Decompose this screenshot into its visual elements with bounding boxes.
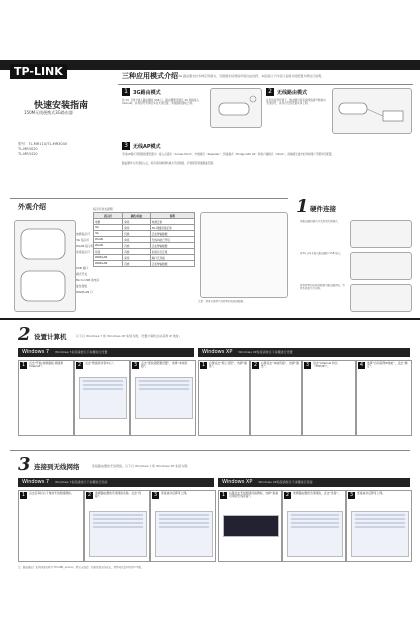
divider [118, 84, 413, 85]
hardware-step: 将3G上网卡插入路由器的 USB 接口。 [300, 252, 343, 255]
step-number: 1 [21, 492, 26, 498]
callout-label: WLAN 指示灯 [76, 244, 94, 248]
callout-label: Micro USB 供电口 [76, 278, 100, 282]
modes-title: 三种应用模式介绍 [122, 72, 178, 80]
winxp-step-1 [198, 360, 250, 436]
winxp-wifi-step-1 [218, 490, 282, 562]
screenshot-thumb [79, 377, 127, 419]
os-label: Windows 7 [22, 479, 50, 485]
step-number: 3 [153, 492, 158, 498]
mode-name-3g: 3G路由模式 [133, 90, 161, 96]
os-sub: Windows XP系统请按以下步骤进行连接 [258, 480, 313, 484]
model-item: TL-MR3420 [18, 152, 38, 156]
guide-title: 快速安装指南 [34, 101, 89, 111]
callout-label: WAN/LAN 口 [76, 290, 93, 294]
table-cell: 无线功能已开启 [150, 237, 194, 243]
mode-number: 1 [122, 88, 130, 96]
table-cell: WAN/LAN [94, 255, 123, 261]
winxp-step-3 [302, 360, 356, 436]
section-number: 2 [18, 324, 31, 345]
mode-switch-panel [200, 212, 288, 298]
appearance-title: 外观介绍 [18, 203, 46, 211]
os-sub: Windows 7系统请按以下步骤进行设置 [55, 350, 108, 354]
screenshot-thumb [351, 511, 409, 557]
win7-step-2 [74, 360, 130, 436]
divider [10, 450, 410, 451]
table-cell: 常亮 [123, 255, 150, 261]
table-cell: 正在传输数据 [150, 243, 194, 249]
screenshot-thumb [155, 511, 213, 557]
step-number: 1 [221, 492, 226, 498]
step-number: 1 [201, 362, 206, 368]
step-number: 2 [87, 492, 92, 498]
hardware-step: 将路由器的模式开关拨至所需模式。 [300, 220, 341, 223]
mode-desc-3g: 将 3G 上网卡插入路由器的 USB 口，路由器即可通过 3G 网络接入 Internet，并将信号共享给多台无线设备，实现随时随地上网。 [122, 99, 200, 106]
table-cell: 3G 网络连接正常 [150, 225, 194, 231]
table-header: 颜色/状态 [123, 213, 150, 219]
router-wired-illustration [332, 88, 412, 134]
appearance-note: 注意：请务必使用产品附带的电源适配器。 [198, 300, 246, 303]
winxp-bar [218, 478, 410, 487]
os-sub: Windows 7系统请按以下步骤进行连接 [55, 480, 108, 484]
screenshot-thumb [135, 377, 193, 419]
model-list [18, 142, 67, 157]
table-cell: 闪烁 [123, 261, 150, 267]
callout-label: 电源指示灯 [76, 232, 90, 236]
step-text: 右键点击无线网络连接图标，选择“查看可用的无线连接”。 [229, 491, 278, 499]
hardware-step: 使用附带的电源适配器为路由器供电，等待系统指示灯闪烁。 [300, 284, 346, 291]
table-cell: 系统 [94, 249, 123, 255]
indicator-table [93, 212, 195, 267]
mode-number: 3 [122, 142, 130, 150]
step-text: 双击“Internet 协议（TCP/IP）”。 [313, 361, 338, 369]
winxp-bar [198, 348, 410, 357]
callout-label: USB 接口 [76, 266, 89, 270]
win7-bar [18, 348, 194, 357]
step-text: 右键点击“本地连接”，选择“属性”。 [261, 361, 299, 369]
os-label: Windows XP [202, 349, 233, 355]
table-cell: 系统运行正常 [150, 249, 194, 255]
win7-step-1 [18, 360, 74, 436]
win7-wifi-step-2 [84, 490, 150, 562]
computer-title: 设置计算机 [34, 333, 67, 341]
step-number: 2 [77, 362, 82, 368]
win7-step-3 [130, 360, 196, 436]
win7-bar [18, 478, 214, 487]
step-text: 选择路由器的无线网络，点击“连接”。 [293, 491, 341, 495]
table-title: 指示灯状态说明 [93, 207, 113, 211]
step-text: 点击“开始-控制面板-网络和Internet”。 [29, 361, 64, 369]
taskbar-thumb [223, 515, 279, 537]
table-header: 指示灯 [94, 213, 123, 219]
model-item: TL-MR3020 [18, 147, 38, 151]
winxp-step-4 [356, 360, 412, 436]
wireless-title: 连接到无线网络 [34, 463, 80, 471]
winxp-wifi-step-3 [346, 490, 412, 562]
divider [10, 198, 288, 199]
table-cell: 端口已连接 [150, 255, 194, 261]
table-cell: 闪烁 [123, 231, 150, 237]
os-label: Windows 7 [22, 349, 50, 355]
table-cell: 闪烁 [123, 243, 150, 249]
step-number: 2 [285, 492, 290, 498]
section-number: 3 [18, 454, 31, 475]
win7-wifi-step-1 [18, 490, 84, 562]
hardware-illustration-3 [350, 284, 412, 312]
table-cell: WLAN [94, 237, 123, 243]
table-cell: WLAN [94, 243, 123, 249]
router-3g-illustration [210, 88, 262, 128]
table-row [94, 261, 195, 267]
step-text: 选择“自动获得IP地址”，点击“确定”。 [367, 361, 408, 369]
table-cell: WAN/LAN [94, 261, 123, 267]
footnote: 注：路由器出厂无线网络名称为 TP-LINK_xxxxxx，默认无加密；如需设置无线安全，请参阅光盘中的用户手册。 [18, 566, 144, 569]
computer-note: 以下以 Windows 7 和 Windows XP 系统为例，设置计算机自动获得 IP 地址。 [76, 334, 182, 338]
step-text: 点击“更改适配器设置”，选择“本地连接”。 [141, 361, 188, 369]
brand-logo: TP-LINK [10, 64, 67, 79]
screenshot-thumb [89, 511, 147, 557]
table-cell: 3G [94, 231, 123, 237]
table-cell: 电源 [94, 219, 123, 225]
mode-desc-wireless-router: 在有线宽带环境下，路由器可将有线网络信号转换为无线信号，供多台无线设备共享上网。 [266, 99, 326, 106]
win7-wifi-step-3 [150, 490, 216, 562]
hardware-illustration-2 [350, 252, 412, 280]
winxp-wifi-step-2 [282, 490, 346, 562]
table-header: 说明 [150, 213, 194, 219]
table-cell: 常亮 [123, 237, 150, 243]
callout-label: 3G 指示灯 [76, 238, 90, 242]
router-front-illustration [14, 220, 76, 312]
table-cell: 电源正常 [150, 219, 194, 225]
os-sub: Windows XP系统请按以下步骤进行设置 [238, 350, 293, 354]
modes-note: 3G 路由器支持多种应用模式，可根据实际网络环境自由选择，本指南以下内容以各模式的配置为例进行说明。 [178, 74, 325, 78]
model-item: 型号：TL-MR11U/TL-MR3040 [18, 142, 68, 146]
table-cell: 正在传输数据 [150, 261, 194, 267]
ap-paragraph: 无线AP模式可根据需要设置为：接入点模式（Access Point）、中继模式（Repeater）、桥接模式（Bridge with AP）和客户端模式（Client），请参阅光盘中的详细用户手册进行配置。 [122, 153, 335, 156]
callout-label: 复位按钮 [76, 284, 88, 288]
step-text: 连接成功后即可上网。 [357, 491, 385, 495]
table-cell: 正在传输数据 [150, 231, 194, 237]
screenshot-thumb [287, 511, 343, 557]
step-number: 4 [359, 362, 364, 368]
section-number: 1 [296, 196, 309, 217]
os-label: Windows XP [222, 479, 253, 485]
table-cell: 3G [94, 225, 123, 231]
table-cell: 常亮 [123, 219, 150, 225]
mode-desc-ap: 路由器作为无线接入点，将有线局域网转换为无线网络，扩展现有网络覆盖范围。 [122, 162, 216, 165]
hardware-illustration-1 [350, 220, 412, 248]
table-cell: 闪烁 [123, 249, 150, 255]
step-number: 2 [253, 362, 258, 368]
mode-name-wireless-router: 无线路由模式 [277, 90, 308, 96]
step-number: 1 [21, 362, 26, 368]
step-text: 选择路由器的无线网络名称，点击“连接”。 [95, 491, 142, 499]
step-number: 3 [349, 492, 354, 498]
mode-number: 2 [266, 88, 274, 96]
step-text: 连接成功后即可上网。 [161, 491, 189, 495]
hardware-title: 硬件连接 [310, 205, 336, 213]
step-text: 点击“网络和共享中心”。 [85, 361, 116, 365]
callout-label: 模式开关 [76, 272, 88, 276]
step-text: 右键点击“网上邻居”，选择“属性”。 [209, 361, 247, 369]
mode-name-ap: 无线AP模式 [133, 144, 161, 150]
guide-subtitle: 150M无线便携式3G路由器 [24, 110, 73, 115]
winxp-step-2 [250, 360, 302, 436]
step-number: 3 [133, 362, 138, 368]
step-text: 点击任务栏右下角的无线网络图标。 [29, 491, 74, 495]
mid-strip [0, 318, 420, 320]
table-cell: 常亮 [123, 225, 150, 231]
step-number: 3 [305, 362, 310, 368]
callout-label: 系统指示灯 [76, 250, 90, 254]
wireless-note: 连接路由器的无线网络，以下以 Windows 7 和 Windows XP 系统为例。 [92, 464, 191, 468]
